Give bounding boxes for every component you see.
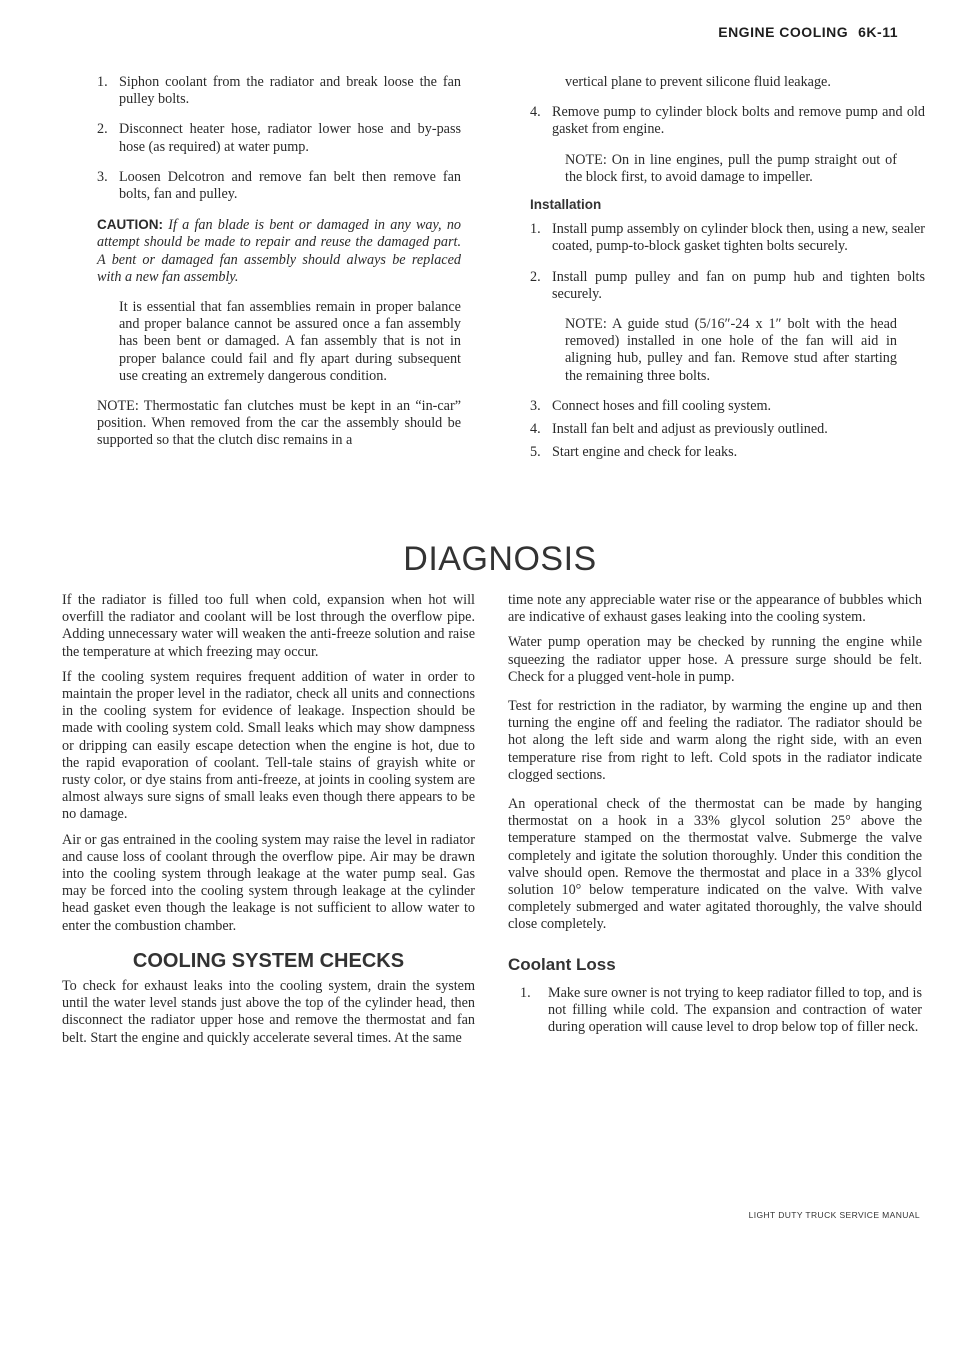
step-number: 4. <box>530 104 541 121</box>
step-text: Loosen Delcotron and remove fan belt then remove fan bolts, fan and pulley. <box>119 168 461 203</box>
step-text: Remove pump to cylinder block bolts and remove pump and old gasket from engine. <box>552 104 925 138</box>
step-text: Disconnect heater hose, radiator lower hose and by-pass hose (as required) at water pump. <box>119 121 461 155</box>
caution-label: CAUTION: <box>97 217 163 233</box>
step-text: Install pump assembly on cylinder block then, using a new, sealer coated, pump-to-block gasket tighten bolts securely. <box>552 221 925 255</box>
installation-heading: Installation <box>530 197 602 213</box>
diagnosis-left-column <box>62 592 475 1047</box>
step-text: Siphon coolant from the radiator and break loose the fan pulley bolts. <box>119 74 461 108</box>
note: NOTE: Thermostatic fan clutches must be kept in an “in-car” position. When removed from the car the assembly should be supported so that the clutch disc remains in a <box>97 398 461 449</box>
diagnosis-heading: DIAGNOSIS <box>403 540 597 578</box>
list-item <box>530 104 925 138</box>
step-number: 5. <box>530 444 541 461</box>
step-number: 1. <box>97 74 108 90</box>
paragraph: Test for restriction in the radiator, by warming the engine up and then turning the engine off and feeling the radiator. The radiator should be hot along the left side and warm along the right side, with an even temperature rise from right to left. Cold spots in the radiator indicate clogged sections. <box>508 698 922 783</box>
footer-manual-title: LIGHT DUTY TRUCK SERVICE MANUAL <box>748 1210 920 1220</box>
step-number: 2. <box>97 121 108 138</box>
step-text: Install fan belt and adjust as previously outlined. <box>552 421 828 438</box>
list-item <box>530 398 925 415</box>
paragraph: Water pump operation may be checked by running the engine while squeezing the radiator upper hose. A pressure surge should be felt. Check for a plugged vent-hole in pump. <box>508 634 922 685</box>
step-number: 1. <box>530 221 541 238</box>
note-continued: vertical plane to prevent silicone fluid leakage. <box>565 74 831 90</box>
note: NOTE: A guide stud (5/16″-24 x 1″ bolt with the head removed) installed in one hole of the fan will aid in aligning hub, pulley and fan. Remove stud after starting the remaining three bolts. <box>565 316 897 384</box>
list-item <box>97 74 461 108</box>
step-text: Connect hoses and fill cooling system. <box>552 397 772 414</box>
page-header <box>718 24 898 40</box>
paragraph: To check for exhaust leaks into the cooling system, drain the system until the water level stands just above the top of the cylinder head, then disconnect the radiator upper hose and remove the thermostat and fan belt. Start the engine and quickly accelerate several times. At the same <box>62 978 475 1046</box>
list-item <box>530 444 925 461</box>
paragraph: It is essential that fan assemblies remain in proper balance and proper balance cannot be assured once a fan assembly has been bent or damaged. A fan assembly that is not in proper balance could fail and fly apart during subsequent use creating an extremely dangerous condition. <box>119 299 461 384</box>
step-number: 2. <box>530 268 541 285</box>
list-item <box>97 169 461 203</box>
page-number: 6K-11 <box>858 24 898 40</box>
top-right-column <box>530 74 925 461</box>
caution-text: If a fan blade is bent or damaged in any way, no attempt should be made to repair and reuse the damaged part. A bent or damaged fan assembly should always be replaced with a new fan assembly. <box>97 217 462 285</box>
cooling-system-checks-heading: COOLING SYSTEM CHECKS <box>132 949 405 972</box>
paragraph: If the radiator is filled too full when cold, expansion when hot will overfill the radiator and coolant will be lost through the overflow pipe. Adding unnecessary water will weaken the anti-freeze solution and raise the temperature at which freezing may occur. <box>62 592 475 660</box>
list-item <box>530 221 925 255</box>
step-text: Make sure owner is not trying to keep radiator filled to top, and is not filling while cold. The expansion and contraction of water during operation will cause level to drop below top of filler neck. <box>548 984 922 1036</box>
list-item <box>530 421 925 438</box>
step-number: 3. <box>530 397 541 414</box>
paragraph: Air or gas entrained in the cooling system may raise the level in radiator and cause loss of coolant through the overflow pipe. Air may be drawn into the cooling system through leakage at the water pump seal. Gas may be forced into the cooling system through leakage at the cylinder head gasket even though the leakage is not sufficient to allow water to enter the combustion chamber. <box>62 831 475 934</box>
list-item <box>530 269 925 303</box>
note: NOTE: On in line engines, pull the pump straight out of the block first, to avoid damage to impeller. <box>565 151 897 185</box>
step-number: 4. <box>530 421 541 438</box>
list-item <box>520 985 922 1037</box>
paragraph: time note any appreciable water rise or the appearance of bubbles which are indicative of exhaust gases leaking into the cooling system. <box>508 592 922 626</box>
step-text: Start engine and check for leaks. <box>552 444 738 461</box>
section-title: ENGINE COOLING <box>718 24 849 40</box>
list-item <box>97 121 461 155</box>
step-text: Install pump pulley and fan on pump hub and tighten bolts securely. <box>552 268 925 302</box>
paragraph: If the cooling system requires frequent addition of water in order to maintain the proper level in the radiator, check all units and connections in the cooling system for evidence of leakage. Inspection should be made with cooling system cold. Small leaks which may show dampness or dripping can easily escape detection when the engine is hot, due to the rapid evaporation of coolant. Tell-tale stains of grayish white or rusty color, or dye stains from anti-freeze, at joints in cooling system are almost always sure signs of small leaks even though there appears to be no damage. <box>62 668 475 823</box>
step-number: 3. <box>97 168 108 185</box>
paragraph: An operational check of the thermostat can be made by hanging thermostat on a hook in a 33% glycol solution 25° above the temperature stamped on the thermostat valve. Submerge the valve completely and igitate the solution thoroughly. Under this condition the valve should open. Remove the thermostat and place in a 33% glycol solution 10° below temperature indicated on the valve. With valve completely submerged and water agitated thoroughly, the valve should close completely. <box>508 796 922 933</box>
step-number: 1. <box>520 984 531 1001</box>
caution-note <box>97 216 461 286</box>
diagnosis-right-column <box>508 592 922 1036</box>
coolant-loss-heading: Coolant Loss <box>508 954 616 974</box>
top-left-column <box>97 74 461 450</box>
